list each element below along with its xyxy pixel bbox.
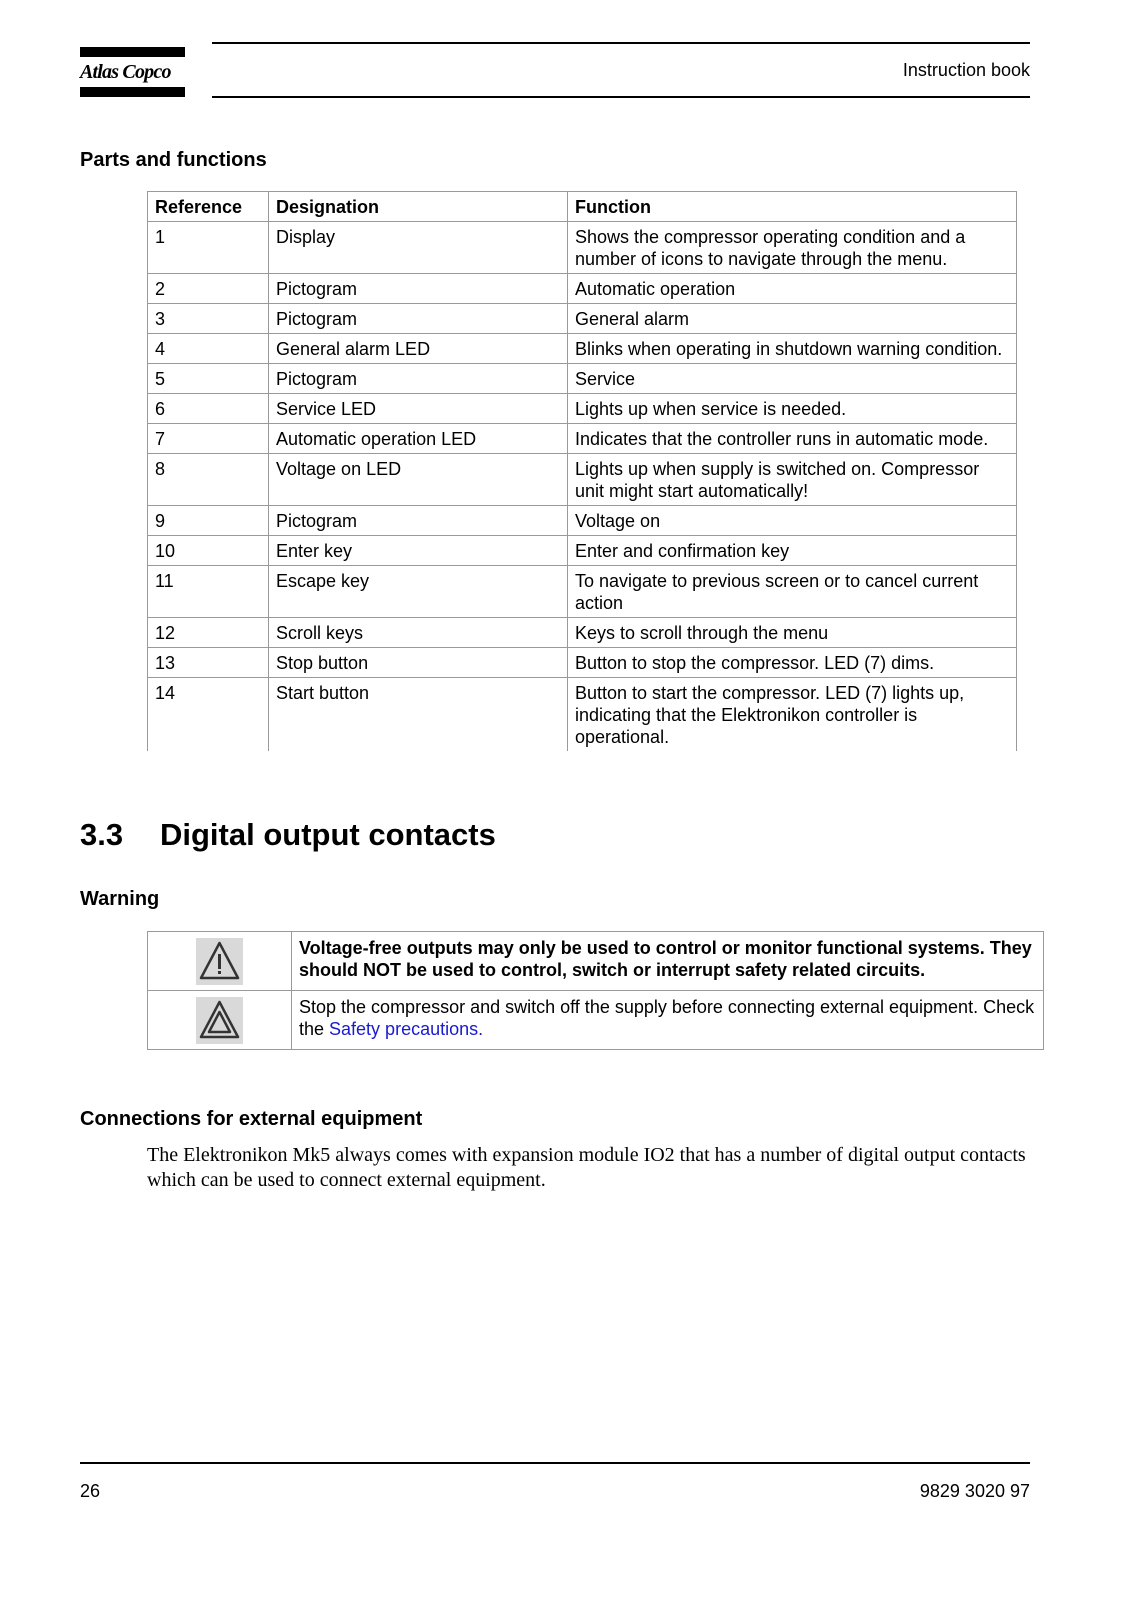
section-heading bbox=[80, 817, 496, 853]
function-cell: Lights up when supply is switched on. Compressor unit might start automatically! bbox=[568, 454, 1017, 506]
logo-bar-bottom bbox=[80, 87, 185, 97]
reference-cell: 7 bbox=[148, 424, 269, 454]
atlas-copco-logo bbox=[80, 47, 185, 99]
function-cell: Enter and confirmation key bbox=[568, 536, 1017, 566]
reference-cell: 12 bbox=[148, 618, 269, 648]
reference-cell: 5 bbox=[148, 364, 269, 394]
table-row bbox=[148, 424, 1017, 454]
section-title: Digital output contacts bbox=[160, 817, 496, 852]
function-cell: General alarm bbox=[568, 304, 1017, 334]
reference-cell: 9 bbox=[148, 506, 269, 536]
column-header-function: Function bbox=[568, 192, 1017, 222]
designation-cell: Pictogram bbox=[269, 364, 568, 394]
table-row bbox=[148, 678, 1017, 752]
logo-bar-top bbox=[80, 47, 185, 57]
function-cell: Lights up when service is needed. bbox=[568, 394, 1017, 424]
warning-icon-cell bbox=[148, 991, 292, 1050]
header-rule-top bbox=[212, 42, 1030, 44]
column-header-reference: Reference bbox=[148, 192, 269, 222]
table-row bbox=[148, 394, 1017, 424]
logo-text: Atlas Copco bbox=[80, 61, 171, 83]
designation-cell: Voltage on LED bbox=[269, 454, 568, 506]
designation-cell: Start button bbox=[269, 678, 568, 752]
document-number: 9829 3020 97 bbox=[919, 1481, 1030, 1501]
exclamation-triangle-icon bbox=[196, 938, 243, 985]
function-cell: Button to start the compressor. LED (7) lights up, indicating that the Elektronikon controller is operational. bbox=[568, 678, 1017, 752]
warning-text-body: Stop the compressor and switch off the supply before connecting external equipment. Check the bbox=[299, 997, 1035, 1039]
parts-heading: Parts and functions bbox=[80, 149, 267, 171]
reference-cell: 13 bbox=[148, 648, 269, 678]
table-row bbox=[148, 222, 1017, 274]
function-cell: Blinks when operating in shutdown warning condition. bbox=[568, 334, 1017, 364]
function-cell: Keys to scroll through the menu bbox=[568, 618, 1017, 648]
reference-cell: 14 bbox=[148, 678, 269, 752]
reference-cell: 11 bbox=[148, 566, 269, 618]
reference-cell: 1 bbox=[148, 222, 269, 274]
reference-cell: 2 bbox=[148, 274, 269, 304]
table-row bbox=[148, 536, 1017, 566]
table-row bbox=[148, 506, 1017, 536]
warning-table bbox=[147, 931, 1044, 1050]
table-row bbox=[148, 334, 1017, 364]
page-number: 26 bbox=[80, 1481, 101, 1501]
table-header-row bbox=[148, 192, 1017, 222]
safety-precautions-link[interactable]: Safety precautions. bbox=[329, 1019, 484, 1039]
function-cell: To navigate to previous screen or to cancel current action bbox=[568, 566, 1017, 618]
designation-cell: Pictogram bbox=[269, 274, 568, 304]
header-rule-bottom bbox=[212, 96, 1030, 98]
warning-triangle-icon bbox=[196, 997, 243, 1044]
reference-cell: 6 bbox=[148, 394, 269, 424]
reference-cell: 8 bbox=[148, 454, 269, 506]
warning-heading: Warning bbox=[80, 888, 160, 910]
connections-heading: Connections for external equipment bbox=[80, 1108, 423, 1130]
designation-cell: Service LED bbox=[269, 394, 568, 424]
designation-cell: Enter key bbox=[269, 536, 568, 566]
warning-text-bold: Voltage-free outputs may only be used to control or monitor functional systems. They should NOT be used to control, switch or interrupt safety related circuits. bbox=[292, 932, 1044, 991]
table-row bbox=[148, 454, 1017, 506]
designation-cell: Display bbox=[269, 222, 568, 274]
reference-cell: 4 bbox=[148, 334, 269, 364]
warning-row bbox=[148, 991, 1044, 1050]
parts-table bbox=[147, 191, 1017, 751]
section-number: 3.3 bbox=[80, 817, 124, 852]
designation-cell: Automatic operation LED bbox=[269, 424, 568, 454]
function-cell: Button to stop the compressor. LED (7) dims. bbox=[568, 648, 1017, 678]
header-title: Instruction book bbox=[902, 60, 1030, 80]
designation-cell: General alarm LED bbox=[269, 334, 568, 364]
function-cell: Automatic operation bbox=[568, 274, 1017, 304]
warning-text bbox=[292, 991, 1044, 1050]
table-row bbox=[148, 364, 1017, 394]
warning-row bbox=[148, 932, 1044, 991]
table-row bbox=[148, 304, 1017, 334]
function-cell: Shows the compressor operating condition and a number of icons to navigate through the menu. bbox=[568, 222, 1017, 274]
connections-paragraph: The Elektronikon Mk5 always comes with expansion module IO2 that has a number of digital output contacts which can be used to connect external equipment. bbox=[147, 1144, 1026, 1191]
column-header-designation: Designation bbox=[269, 192, 568, 222]
function-cell: Voltage on bbox=[568, 506, 1017, 536]
designation-cell: Scroll keys bbox=[269, 618, 568, 648]
designation-cell: Pictogram bbox=[269, 304, 568, 334]
table-row bbox=[148, 274, 1017, 304]
table-row bbox=[148, 618, 1017, 648]
designation-cell: Pictogram bbox=[269, 506, 568, 536]
table-row bbox=[148, 566, 1017, 618]
reference-cell: 3 bbox=[148, 304, 269, 334]
function-cell: Service bbox=[568, 364, 1017, 394]
function-cell: Indicates that the controller runs in automatic mode. bbox=[568, 424, 1017, 454]
footer-rule bbox=[80, 1462, 1030, 1464]
warning-icon-cell bbox=[148, 932, 292, 991]
designation-cell: Escape key bbox=[269, 566, 568, 618]
reference-cell: 10 bbox=[148, 536, 269, 566]
table-row bbox=[148, 648, 1017, 678]
designation-cell: Stop button bbox=[269, 648, 568, 678]
